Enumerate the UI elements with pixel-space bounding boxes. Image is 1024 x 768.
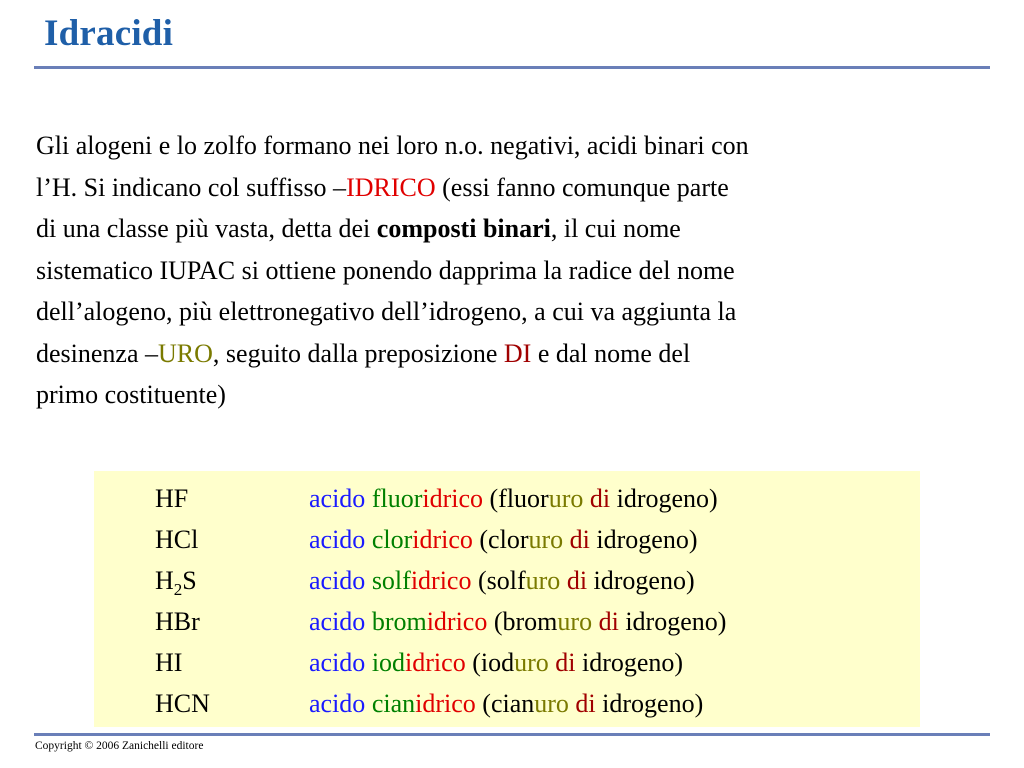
acid-formula — [155, 566, 197, 599]
paragraph-text: l’H. Si indicano col suffisso – — [36, 172, 347, 202]
iupac-root: (iod — [465, 648, 515, 677]
acid-suffix: idrico — [405, 648, 466, 677]
iupac-di: di — [589, 484, 611, 513]
footer-divider — [34, 733, 990, 736]
paragraph-text: di una classe più vasta, detta dei — [36, 214, 377, 243]
acid-name — [309, 484, 718, 514]
iupac-root: (cian — [475, 689, 535, 718]
suffix-idrico: IDRICO — [346, 172, 436, 202]
iupac-end: idrogeno) — [618, 607, 727, 636]
iupac-di: di — [575, 689, 596, 718]
iupac-di: di — [555, 648, 576, 677]
acido-word: acido — [309, 607, 366, 636]
iupac-di: di — [598, 607, 619, 636]
iupac-end: idrogeno) — [575, 648, 684, 677]
iupac-suffix: uro — [528, 525, 564, 554]
iupac-di: di — [566, 566, 588, 595]
acid-suffix: idrico — [412, 525, 473, 554]
paragraph-text: desinenza – — [36, 338, 159, 368]
iupac-suffix: uro — [548, 484, 584, 513]
acid-suffix: idrico — [410, 566, 472, 595]
acid-root: clor — [371, 525, 413, 554]
formula-subscript: 2 — [173, 580, 183, 599]
paragraph-text: e dal nome del — [531, 338, 691, 368]
acid-name — [309, 648, 683, 678]
paragraph-text: , seguito dalla preposizione — [212, 338, 504, 368]
iupac-root: (fluor — [483, 484, 549, 513]
acido-word: acido — [309, 648, 366, 677]
iupac-di: di — [569, 525, 590, 554]
acid-formula: HCl — [155, 525, 199, 554]
acid-name — [309, 566, 695, 596]
acid-name — [309, 689, 703, 719]
composti-binari-term: composti binari — [376, 214, 551, 243]
paragraph-text: , il cui nome — [550, 214, 681, 243]
acido-word: acido — [309, 525, 366, 554]
iupac-root: (brom — [487, 607, 558, 636]
paragraph-line-3 — [36, 208, 981, 250]
acid-name — [309, 607, 726, 637]
formula-part: S — [182, 566, 197, 595]
paragraph-line-7: primo costituente) — [36, 380, 226, 409]
formula-part: H — [155, 566, 174, 595]
acids-table — [94, 471, 920, 727]
acid-formula: HI — [155, 648, 183, 677]
paragraph-line-6 — [36, 333, 981, 375]
acid-formula: HCN — [155, 689, 210, 718]
suffix-uro: URO — [158, 338, 213, 368]
acid-name — [309, 525, 697, 555]
acid-suffix: idrico — [415, 689, 476, 718]
paragraph-line-4: sistematico IUPAC si ottiene ponendo dapprima la radice del nome — [36, 255, 735, 285]
paragraph-line-5: dell’alogeno, più elettronegativo dell’idrogeno, a cui va aggiunta la — [36, 297, 737, 326]
iupac-suffix: uro — [557, 607, 593, 636]
iupac-root: (solf — [471, 566, 526, 595]
paragraph-line-1: Gli alogeni e lo zolfo formano nei loro n.o. negativi, acidi binari con — [36, 131, 749, 160]
acid-root: fluor — [371, 484, 423, 513]
acid-root: cian — [371, 689, 416, 718]
iupac-end: idrogeno) — [587, 566, 695, 595]
paragraph-text: (essi fanno comunque parte — [435, 172, 729, 202]
intro-paragraph — [36, 125, 981, 416]
acid-root: solf — [371, 566, 411, 595]
title-divider — [34, 66, 990, 69]
preposition-di: DI — [503, 338, 532, 368]
acid-root: iod — [371, 648, 406, 677]
iupac-end: idrogeno) — [610, 484, 718, 513]
iupac-root: (clor — [472, 525, 529, 554]
page-title: Idracidi — [44, 13, 174, 54]
acid-formula: HBr — [155, 607, 200, 636]
paragraph-line-2 — [36, 167, 981, 209]
acid-suffix: idrico — [426, 607, 488, 636]
acido-word: acido — [309, 689, 366, 718]
iupac-end: idrogeno) — [595, 689, 704, 718]
acid-formula: HF — [155, 484, 189, 513]
acid-root: brom — [371, 607, 427, 636]
iupac-suffix: uro — [525, 566, 561, 595]
iupac-suffix: uro — [534, 689, 569, 718]
acid-suffix: idrico — [422, 484, 484, 513]
acido-word: acido — [309, 566, 366, 595]
iupac-end: idrogeno) — [589, 525, 698, 554]
copyright-notice: Copyright © 2006 Zanichelli editore — [35, 740, 204, 752]
acido-word: acido — [309, 484, 366, 513]
iupac-suffix: uro — [514, 648, 549, 677]
